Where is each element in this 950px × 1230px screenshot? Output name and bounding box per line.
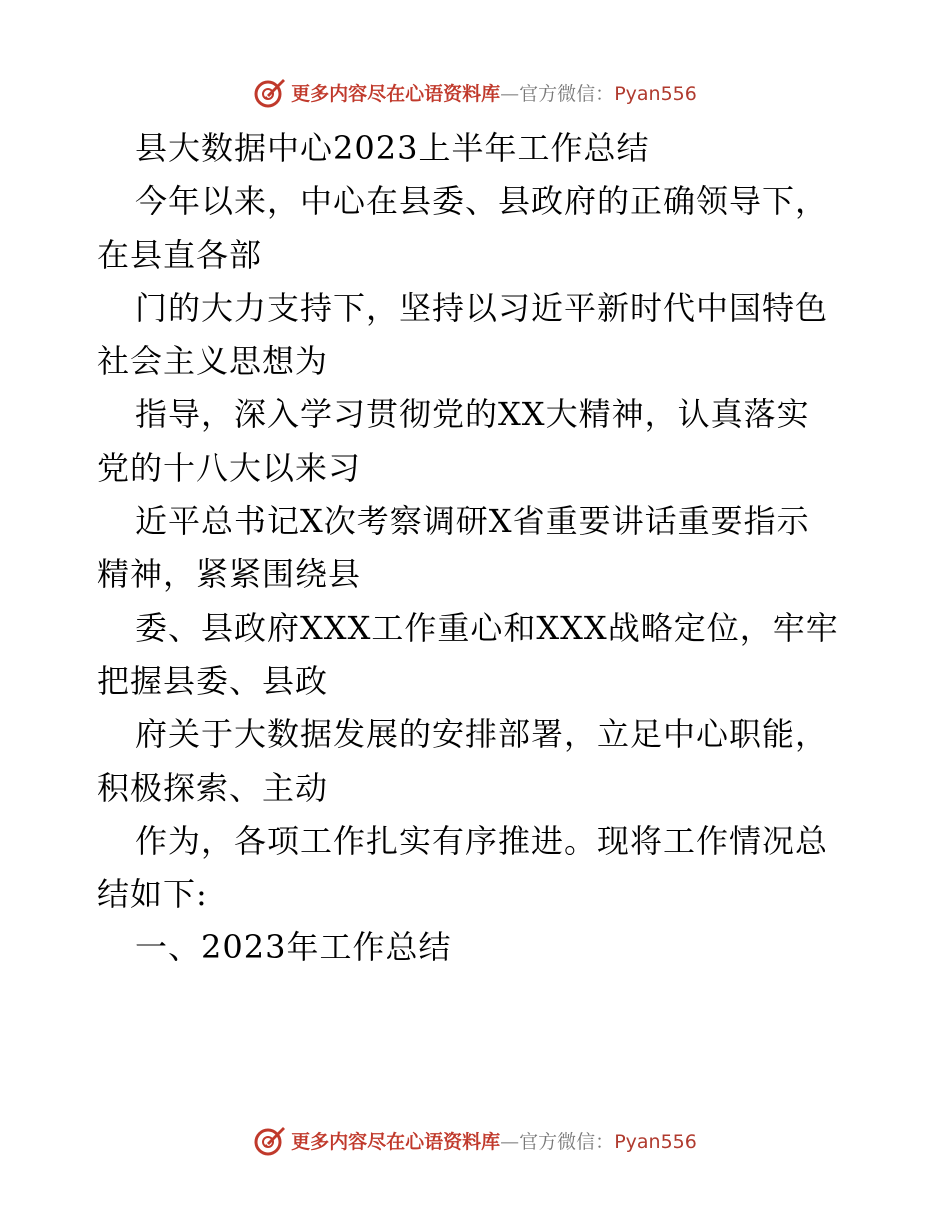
header-watermark xyxy=(0,72,950,112)
watermark-main: 更多内容尽在心语资料库 xyxy=(291,82,501,105)
watermark-main: 更多内容尽在心语资料库 xyxy=(291,1130,501,1153)
document-body xyxy=(97,122,857,975)
paragraph-line: 党的十八大以来习 xyxy=(97,448,362,487)
footer-watermark xyxy=(0,1120,950,1160)
watermark-text xyxy=(291,1127,697,1154)
paragraph-line: 府关于大数据发展的安排部署，立足中心职能， xyxy=(135,715,829,754)
paragraph-line: 把握县委、县政 xyxy=(97,661,329,700)
paragraph-line: 委、县政府XXX工作重心和XXX战略定位，牢牢 xyxy=(135,608,839,647)
watermark-label: 官方微信： xyxy=(519,82,615,105)
paragraph-line: 门的大力支持下，坚持以习近平新时代中国特色 xyxy=(135,288,829,327)
paragraph-line: 结如下: xyxy=(97,875,208,914)
paragraph-line: 指导，深入学习贯彻党的XX大精神，认真落实 xyxy=(135,395,810,434)
watermark-label: 官方微信： xyxy=(519,1130,615,1153)
paragraph-line: 积极探索、主动 xyxy=(97,768,329,807)
pen-logo-icon xyxy=(253,75,287,109)
watermark-id: Pyan556 xyxy=(614,82,697,105)
paragraph-line: 一、2023年工作总结 xyxy=(135,928,452,967)
watermark-dash: — xyxy=(500,82,520,105)
paragraph-line: 精神，紧紧围绕县 xyxy=(97,555,362,594)
paragraph-line: 近平总书记X次考察调研X省重要讲话重要指示 xyxy=(135,502,810,541)
paragraph-line: 今年以来，中心在县委、县政府的正确领导下， xyxy=(135,182,829,221)
paragraph-line: 在县直各部 xyxy=(97,235,263,274)
watermark-dash: — xyxy=(500,1130,520,1153)
document-title: 县大数据中心2023上半年工作总结 xyxy=(135,129,650,167)
watermark-id: Pyan556 xyxy=(614,1130,697,1153)
paragraph-line: 社会主义思想为 xyxy=(97,342,329,381)
watermark-text xyxy=(291,79,697,106)
paragraph-line: 作为，各项工作扎实有序推进。现将工作情况总 xyxy=(135,821,829,860)
pen-logo-icon xyxy=(253,1123,287,1157)
